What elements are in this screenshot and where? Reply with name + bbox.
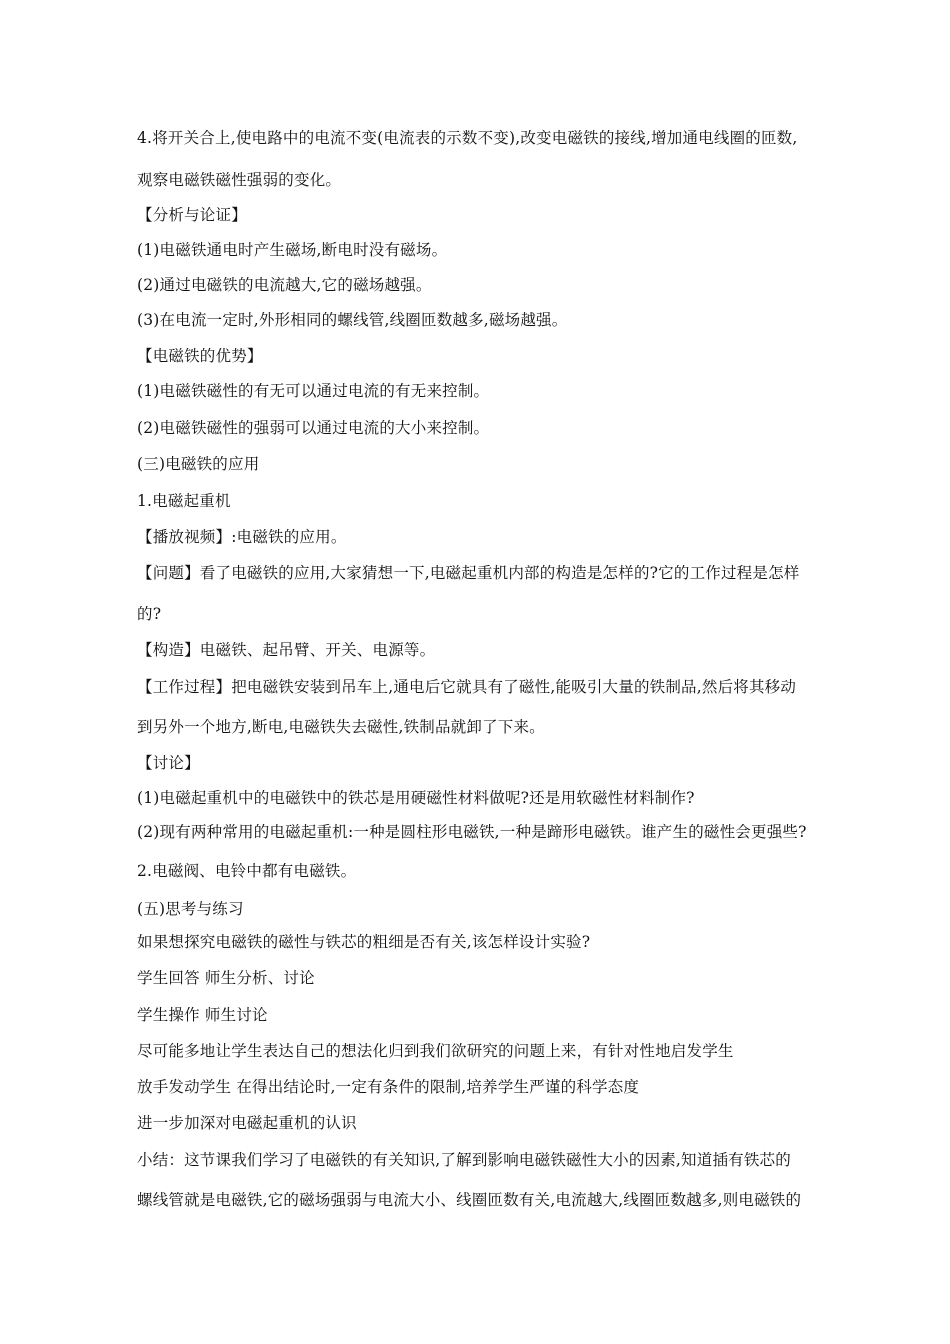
section-heading: 【讨论】	[137, 754, 200, 772]
text-line: 放手发动学生 在得出结论时,一定有条件的限制,培养学生严谨的科学态度	[137, 1078, 640, 1096]
text-line: 小结：这节课我们学习了电磁铁的有关知识,了解到影响电磁铁磁性大小的因素,知道插有铁芯的	[137, 1151, 791, 1169]
text-line: 【播放视频】:电磁铁的应用。	[137, 528, 347, 546]
text-line: 2.电磁阀、电铃中都有电磁铁。	[137, 862, 357, 880]
text-line: 如果想探究电磁铁的磁性与铁芯的粗细是否有关,该怎样设计实验?	[137, 933, 591, 951]
text-line: 进一步加深对电磁起重机的认识	[137, 1114, 357, 1132]
text-line: (1)电磁铁磁性的有无可以通过电流的有无来控制。	[137, 382, 490, 400]
text-line: (2)电磁铁磁性的强弱可以通过电流的大小来控制。	[137, 419, 490, 437]
text-line: 【构造】电磁铁、起吊臂、开关、电源等。	[137, 641, 436, 659]
text-line: 螺线管就是电磁铁,它的磁场强弱与电流大小、线圈匝数有关,电流越大,线圈匝数越多,则电磁铁的	[137, 1191, 802, 1209]
text-line: 到另外一个地方,断电,电磁铁失去磁性,铁制品就卸了下来。	[137, 718, 545, 736]
text-line: 尽可能多地让学生表达自己的想法化归到我们欲研究的问题上来，有针对性地启发学生	[137, 1042, 734, 1060]
text-line: (1)电磁起重机中的电磁铁中的铁芯是用硬磁性材料做呢?还是用软磁性材料制作?	[137, 789, 695, 807]
text-line: (2)通过电磁铁的电流越大,它的磁场越强。	[137, 276, 432, 294]
text-line: 学生操作 师生讨论	[137, 1006, 268, 1024]
section-heading: (三)电磁铁的应用	[137, 455, 260, 473]
text-line: 的?	[137, 605, 162, 623]
text-line: 【问题】看了电磁铁的应用,大家猜想一下,电磁起重机内部的构造是怎样的?它的工作过程是怎样	[137, 564, 800, 582]
section-heading: 【分析与论证】	[137, 206, 247, 224]
text-line: 【工作过程】把电磁铁安装到吊车上,通电后它就具有了磁性,能吸引大量的铁制品,然后将其移动	[137, 678, 797, 696]
text-line: (3)在电流一定时,外形相同的螺线管,线圈匝数越多,磁场越强。	[137, 311, 568, 329]
text-line: 1.电磁起重机	[137, 492, 231, 510]
text-line: 学生回答 师生分析、讨论	[137, 969, 315, 987]
section-heading: 【电磁铁的优势】	[137, 347, 263, 365]
text-line: (1)电磁铁通电时产生磁场,断电时没有磁场。	[137, 241, 448, 259]
text-line: 4.将开关合上,使电路中的电流不变(电流表的示数不变),改变电磁铁的接线,增加通电线圈的匝数,	[137, 129, 798, 147]
text-line: 观察电磁铁磁性强弱的变化。	[137, 171, 342, 189]
text-line: (2)现有两种常用的电磁起重机:一种是圆柱形电磁铁,一种是蹄形电磁铁。谁产生的磁性会更强些?	[137, 823, 807, 841]
section-heading: (五)思考与练习	[137, 900, 244, 918]
